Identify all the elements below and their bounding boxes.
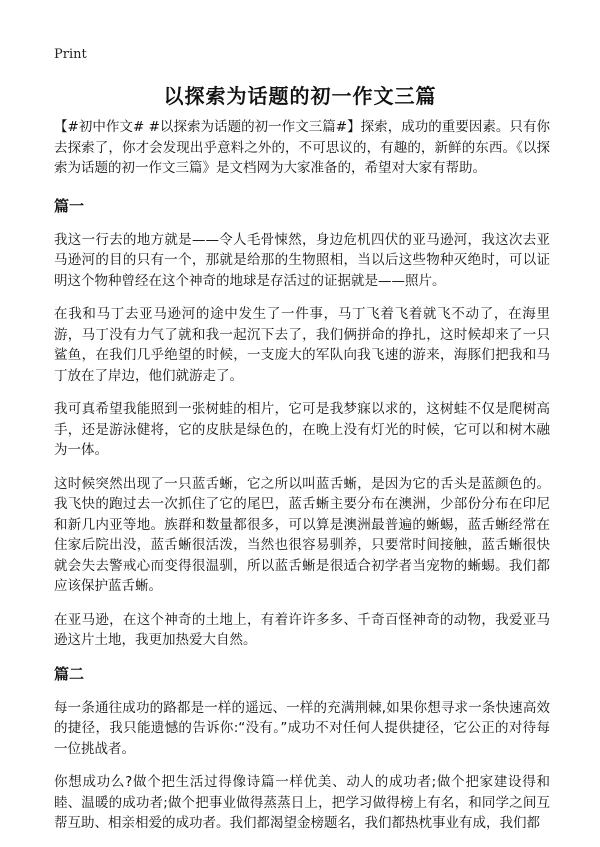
paragraph: 在我和马丁去亚马逊河的途中发生了一件事，马丁飞着飞着就飞不动了，在海里游，马丁没有力气了就和我一起沉下去了，我们俩拼命的挣扎，这时候却来了一只鲨鱼，在我们几乎绝望的时候，一支庞大的军队向我飞速的游来，海豚们把我和马丁放在了岸边，他们就游走了。 [54,306,550,384]
article-intro: 【#初中作文# #以探索为话题的初一作文三篇#】探索，成功的重要因素。只有你去探索了，你才会发现出乎意料之外的，不可思议的，有趣的，新鲜的东西。《以探索为话题的初一作文三篇》是文档网为大家准备的，希望对大家有帮助。 [54,119,550,176]
paragraph: 我可真希望我能照到一张树蛙的相片，它可是我梦寐以求的，这树蛙不仅是爬树高手，还是游泳健将，它的皮肤是绿色的，在晚上没有灯光的时候，它可以和树木融为一体。 [54,401,550,458]
article-title: 以探索为话题的初一作文三篇 [163,84,437,108]
paragraph: 这时候突然出现了一只蓝舌蜥，它之所以叫蓝舌蜥，是因为它的舌头是蓝颜色的。我飞快的跑过去一次抓住了它的尾巴，蓝舌蜥主要分布在澳洲，少部份分布在印尼和新几内亚等地。族群和数量都很多，可以算是澳洲最普遍的蜥蜴，蓝舌蜥经常在住家后院出没，蓝舌蜥很活泼，当然也很容易驯养，只要常时间接触，蓝舌蜥很快就会失去警戒心而变得很温驯，所以蓝舌蜥是很适合初学者当宠物的蜥蜴。我们都应该保护蓝舌蜥。 [54,475,550,594]
paragraph: 你想成功么?做个把生活过得像诗篇一样优美、动人的成功者;做个把家建设得和睦、温暖的成功者;做个把事业做得蒸蒸日上，把学习做得榜上有名，和同学之间互帮互助、相亲相爱的成功者。我们都渴望金榜题名，我们都热枕事业有成，我们都 [54,774,550,831]
section-heading-2: 篇二 [54,664,85,683]
paragraph: 每一条通往成功的路都是一样的遥远、一样的充满荆棘,如果你想寻求一条快速高效的捷径，我只能遗憾的告诉你:“没有。”成功不对任何人提供捷径，它公正的对待每一位挑战者。 [54,699,550,757]
paragraph: 在亚马逊，在这个神奇的土地上，有着许许多多、千奇百怪神奇的动物，我爱亚马逊这片土地，我更加热爱大自然。 [54,611,550,648]
paragraph: 我这一行去的地方就是——令人毛骨悚然，身边危机四伏的亚马逊河，我这次去亚马逊河的目的只有一个，那就是给那的生物照相，当以后这些物种灭绝时，可以证明这个物种曾经在这个神奇的地球是存活过的证据就是——照片。 [54,231,550,289]
article-body [54,117,550,847]
print-link[interactable]: Print [54,47,87,62]
section-heading-1: 篇一 [54,196,85,215]
